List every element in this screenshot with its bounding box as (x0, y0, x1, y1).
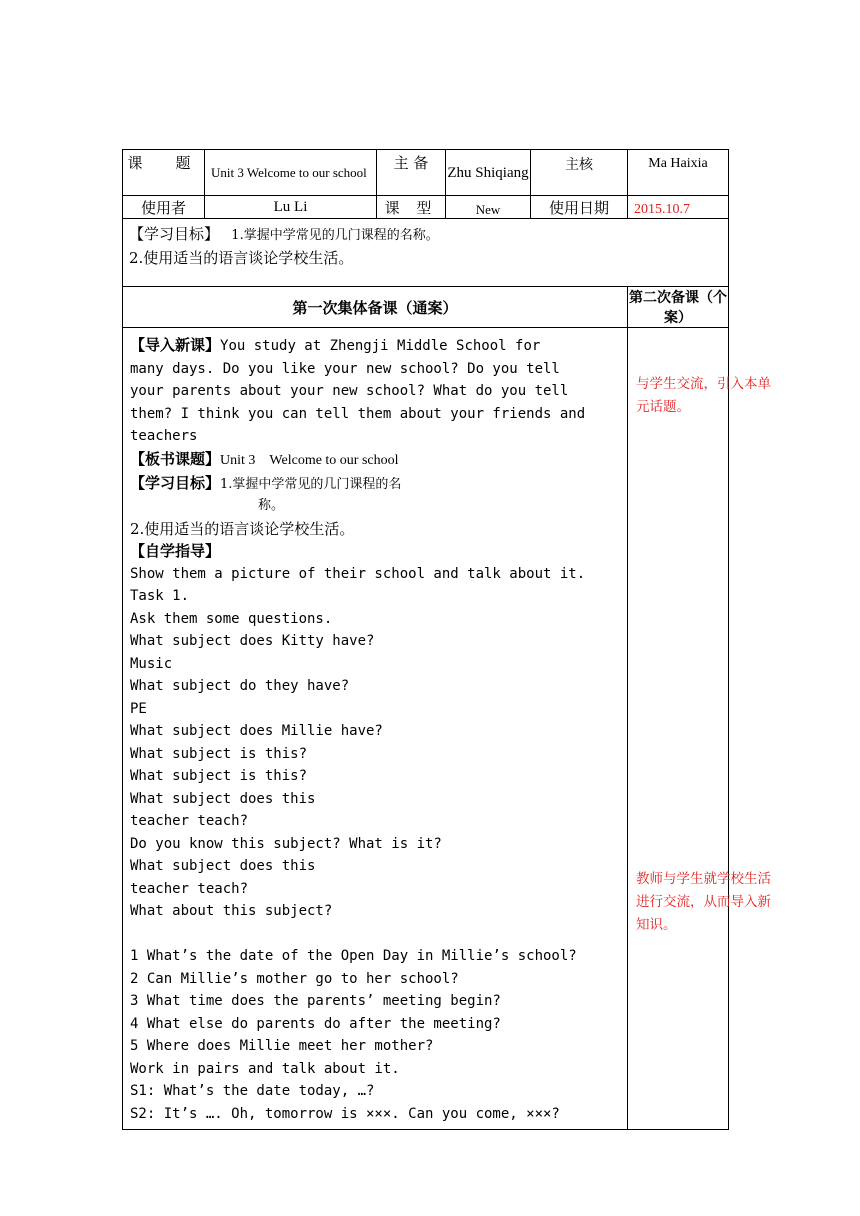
note-2: 教师与学生就学校生活进行交流，从而导入新知识。 (636, 871, 771, 933)
content-line-18: 2 Can Millie’s mother go to her school? (130, 970, 459, 987)
intro-line-2: your parents about your new school? What do you tell (130, 383, 569, 399)
reviewer-value: Ma Haixia (628, 150, 729, 196)
user-value: Lu Li (205, 196, 377, 219)
lesson-plan-table (122, 149, 771, 1130)
content-line-21: 5 Where does Millie meet her mother? (130, 1038, 434, 1054)
content-line-8: What subject is this? (130, 745, 308, 762)
date-label: 使用日期 (531, 196, 628, 219)
goals-item-2: 2.使用适当的语言谈论学校生活。 (129, 249, 354, 267)
user-label: 使用者 (123, 196, 205, 219)
content-line-13: What subject does this (130, 858, 316, 874)
goals-cell (123, 219, 729, 287)
content-line-9: What subject is this? (130, 768, 308, 784)
intro-line-0: You study at Zhengji Middle School for (220, 338, 541, 354)
type-value: New (446, 196, 531, 219)
second-prep-header: 第二次备课（个案） (628, 287, 729, 328)
goals-item-1: 1.掌握中学常见的几门课程的名称。 (231, 228, 439, 243)
goal-label: 【学习目标】 (130, 474, 221, 492)
content-line-0: Show them a picture of their school and talk about it. (130, 565, 586, 582)
second-prep-content (628, 328, 771, 1130)
content-line-24: S2: It’s …. Oh, tomorrow is ×××. Can you come, ×××? (130, 1105, 560, 1122)
topic-label: 课 题 (123, 150, 205, 196)
content-line-10: What subject does this (130, 790, 316, 807)
goals-row (123, 219, 729, 287)
content-line-22: Work in pairs and talk about it. (130, 1060, 400, 1077)
content-line-2: Ask them some questions. (130, 610, 333, 627)
date-value: 2015.10.7 (628, 196, 729, 219)
first-prep-content (123, 328, 628, 1130)
content-line-11: teacher teach? (130, 813, 249, 829)
goal-item-1a: 1.掌握中学常见的几门课程的名 (220, 477, 402, 492)
content-line-15: What about this subject? (130, 903, 333, 919)
note-1: 与学生交流，引入本单元话题。 (636, 376, 771, 415)
intro-line-4: teachers (130, 428, 198, 444)
content-line-16 (130, 923, 621, 946)
first-prep-header: 第一次集体备课（通案） (123, 287, 628, 328)
self-study-label: 【自学指导】 (130, 542, 221, 560)
reviewer-label: 主核 (531, 150, 628, 196)
goals-label: 【学习目标】 (129, 225, 212, 243)
topic-value: Unit 3 Welcome to our school (205, 150, 377, 196)
intro-line-1: many days. Do you like your new school? Do you tell (130, 360, 560, 377)
info-row-1 (123, 150, 729, 196)
content-line-12: Do you know this subject? What is it? (130, 835, 442, 852)
board-value: Unit 3 Welcome to our school (220, 452, 399, 468)
content-line-14: teacher teach? (130, 880, 249, 897)
goal-item-1b: 称。 (258, 497, 285, 513)
content-line-1: Task 1. (130, 588, 190, 604)
content-line-19: 3 What time does the parents’ meeting begin? (130, 993, 501, 1009)
content-row (123, 328, 729, 1130)
content-line-17: 1 What’s the date of the Open Day in Millie’s school? (130, 948, 577, 964)
content-line-7: What subject does Millie have? (130, 723, 383, 739)
preparer-value: Zhu Shiqiang (446, 150, 531, 196)
content-line-3: What subject does Kitty have? (130, 633, 375, 649)
info-row-2 (123, 196, 729, 219)
columns-header-row (123, 287, 729, 328)
goal-item-2: 2.使用适当的语言谈论学校生活。 (130, 519, 355, 538)
content-line-4: Music (130, 655, 173, 672)
goals-line-1 (129, 223, 722, 247)
intro-line-3: them? I think you can tell them about your friends and (130, 405, 586, 422)
content-line-20: 4 What else do parents do after the meeting? (130, 1015, 501, 1032)
content-line-5: What subject do they have? (130, 678, 350, 694)
board-label: 【板书课题】 (130, 449, 221, 468)
intro-label: 【导入新课】 (130, 336, 221, 354)
content-line-6: PE (130, 700, 147, 717)
preparer-label: 主 备 (377, 150, 446, 196)
type-label: 课 型 (377, 196, 446, 219)
content-line-23: S1: What’s the date today, …? (130, 1083, 375, 1099)
